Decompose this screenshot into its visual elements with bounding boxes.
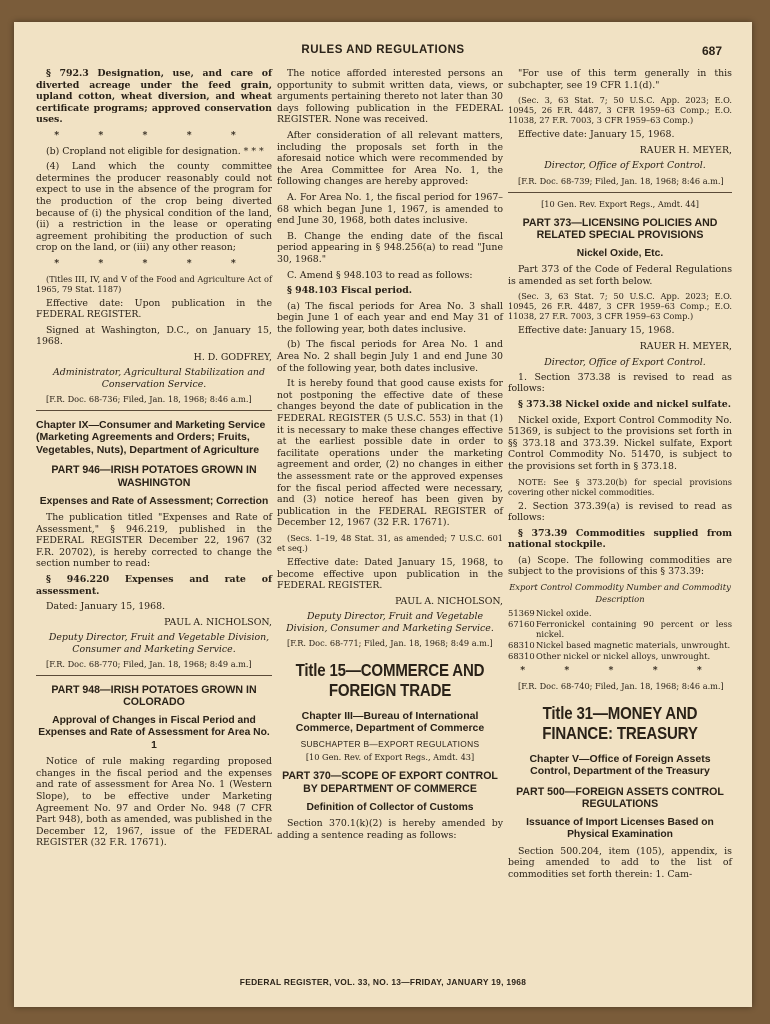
signer-title: Director, Office of Export Control.	[544, 356, 706, 368]
section-946-220: § 946.220 Expenses and rate of assessment.	[36, 573, 272, 597]
signer-name: PAUL A. NICHOLSON,	[395, 595, 503, 607]
expenses-subheading: Expenses and Rate of Assessment; Correction	[39, 495, 269, 507]
authority-citation: (Titles III, IV, and V of the Food and Agriculture Act of 1965, 79 Stat. 1187)	[36, 273, 272, 294]
fr-doc-citation: [F.R. Doc. 68-736; Filed, Jan. 18, 1968; 8:46 a.m.]	[46, 393, 252, 404]
commodity-number: 51369	[508, 608, 535, 619]
divider	[36, 675, 272, 676]
table-row	[508, 651, 732, 662]
part-500-heading: PART 500—FOREIGN ASSETS CONTROL REGULATIONS	[516, 785, 724, 811]
notice-paragraph: Notice of rule making regarding proposed changes in the fiscal period and the expenses and rate of assessment for Area No. 1 (Western Slope), to be effective under Marketing Agreement No. 97 and Order No. 948 (7 CFR Part 948), both as amended, was published in the December 12, 1967, issue of the FEDERAL REGISTER (32 F.R. 17671).	[36, 756, 272, 849]
signer-name: RAUER H. MEYER,	[639, 144, 732, 156]
good-cause-paragraph: It is hereby found that good cause exists for not postponing the effective date of these changes beyond the date of publication in the FEDERAL REGISTER (5 U.S.C. 553) in that (1) it is necessary to make these changes effective at the earliest possible date in order to facilitate operations under the marketing agreement and order, (2) no changes in either the assessment rate or the approved expenses for the fiscal period affected were necessary, and (3) notice hereof has been given by publication in the FEDERAL REGISTER of December 12, 1967 (32 F.R. 17671).	[277, 378, 503, 529]
dated-line: Dated: January 15, 1968.	[46, 601, 166, 613]
ellipsis-dots: * * * * *	[54, 257, 254, 269]
fr-doc-citation: [F.R. Doc. 68-770; Filed, Jan. 18, 1968; 8:49 a.m.]	[46, 658, 252, 669]
paragraph: 1. Section 373.38 is revised to read as follows:	[508, 371, 732, 395]
commodity-description: Ferronickel containing 90 percent or less nickel.	[536, 619, 732, 640]
paragraph: 2. Section 373.39(a) is revised to read as follows:	[508, 500, 732, 524]
commodity-number: 68310	[508, 640, 535, 651]
commodity-description: Nickel oxide.	[536, 608, 592, 619]
approval-subheading: Approval of Changes in Fiscal Period and Expenses and Rate of Assessment for Area No. 1	[38, 714, 270, 751]
issuance-subheading: Issuance of Import Licenses Based on Physical Examination	[526, 817, 714, 841]
effective-date: Effective date: Dated January 15, 1968, to become effective upon publication in the FEDERAL REGISTER.	[277, 556, 503, 592]
paragraph-a: A. For Area No. 1, the fiscal period for 1967–68 which began June 1, 1967, is amended to end June 30, 1968, both dates inclusive.	[277, 191, 503, 227]
note: NOTE: See § 373.20(b) for special provisions covering other nickel commodities.	[508, 476, 732, 497]
section-373-38: § 373.38 Nickel oxide and nickel sulfate.	[518, 398, 732, 410]
effective-date: Effective date: Upon publication in the FEDERAL REGISTER.	[36, 297, 272, 321]
signer-name: PAUL A. NICHOLSON,	[164, 616, 272, 628]
chapter-v-heading: Chapter V—Office of Foreign Assets Control, Department of the Treasury	[529, 752, 711, 778]
table-row	[508, 640, 732, 651]
header-title: RULES AND REGULATIONS	[301, 44, 465, 56]
paragraph-4: (4) Land which the county committee determines the producer reasonably could not expect to use in the absence of the program for the production of the crop being diverted because of (i) the physical condition of the land, (ii) a restriction in the lease or operating agreement prohibiting the production of such crop on the land, or (iii) any other reason;	[36, 161, 272, 254]
section-500-paragraph: Section 500.204, item (105), appendix, is being amended to add to the list of commodities set forth therein: 1. Cam-	[508, 845, 732, 881]
title-31-heading: Title 31—MONEY AND FINANCE: TREASURY	[542, 702, 698, 743]
amendment-ref: [10 Gen. Rev. of Export Regs., Amdt. 43]	[305, 752, 475, 763]
publication-paragraph: The publication titled "Expenses and Rate of Assessment," § 946.219, published in the FEDERAL REGISTER December 22, 1967 (32 F.R. 20702), is hereby corrected to change the section number to read:	[36, 511, 272, 570]
chapter-iii-heading: Chapter III—Bureau of International Commerce, Department of Commerce	[295, 709, 485, 735]
table-row	[508, 608, 732, 619]
column-2	[277, 68, 503, 845]
divider	[508, 192, 732, 193]
section-373-39: § 373.39 Commodities supplied from national stockpile.	[508, 527, 732, 551]
paragraph-c: C. Amend § 948.103 to read as follows:	[287, 269, 473, 281]
document-page	[14, 22, 752, 1007]
part-946-heading: PART 946—IRISH POTATOES GROWN IN WASHINGTON	[51, 464, 257, 489]
part-373-heading: PART 373—LICENSING POLICIES AND RELATED SPECIAL PROVISIONS	[522, 216, 718, 242]
amendment-ref: [10 Gen. Rev. Export Regs., Amdt. 44]	[541, 198, 699, 209]
signer-title: Deputy Director, Fruit and Vegetable Division, Consumer and Marketing Service.	[48, 632, 270, 655]
paragraph: Part 373 of the Code of Federal Regulations is amended as set forth below.	[508, 264, 732, 287]
effective-date: Effective date: January 15, 1968.	[518, 129, 675, 141]
section-948-103: § 948.103 Fiscal period.	[287, 285, 413, 297]
paragraph: After consideration of all relevant matters, including the proposals set forth in the aforesaid notice which were recommended by the Area Committee for Area No. 1, the following changes are hereby approved:	[277, 129, 503, 188]
part-370-heading: PART 370—SCOPE OF EXPORT CONTROL BY DEPARTMENT OF COMMERCE	[282, 770, 498, 795]
commodity-description: Nickel based magnetic materials, unwrought.	[536, 640, 731, 651]
running-header	[14, 44, 752, 60]
nickel-paragraph: Nickel oxide, Export Control Commodity No. 51369, is subject to the provisions set forth in §§ 373.18 and 373.39. Nickel sulfate, Export Control Commodity No. 51470, is subject to the provisions set forth in § 373.18.	[508, 414, 732, 472]
column-1	[36, 68, 272, 853]
part-948-heading: PART 948—IRISH POTATOES GROWN IN COLORADO	[51, 683, 257, 709]
paragraph: The notice afforded interested persons an opportunity to submit written data, views, or arguments pertaining thereto not later than 30 days following publication in the FEDERAL REGISTER. None was received.	[277, 68, 503, 126]
divider	[36, 410, 272, 411]
commodity-number: 67160	[508, 619, 535, 630]
signer-title: Director, Office of Export Control.	[544, 160, 706, 172]
paragraph-b: (b) Cropland not eligible for designation. * * *	[46, 145, 264, 157]
section-792-3-heading: § 792.3 Designation, use, and care of diverted acreage under the feed grain, upland cotton, wheat diversion, and wheat certificate programs; approved conservation uses.	[36, 68, 272, 126]
signer-name: RAUER H. MEYER,	[639, 340, 732, 352]
signed-line: Signed at Washington, D.C., on January 15, 1968.	[36, 324, 272, 348]
paragraph: (a) The fiscal periods for Area No. 3 shall begin June 1 of each year and end May 31 of the following year, both dates inclusive.	[277, 300, 503, 335]
chapter-ix-heading: Chapter IX—Consumer and Marketing Service (Marketing Agreements and Orders; Fruits, Vegetables, Nuts), Department of Agriculture	[36, 418, 266, 456]
signer-name: H. D. GODFREY,	[193, 351, 272, 363]
paragraph: (b) The fiscal periods for Area No. 1 and Area No. 2 shall begin July 1 and end June 30 of the following year, both dates inclusive.	[277, 339, 503, 374]
subchapter-heading: SUBCHAPTER B—EXPORT REGULATIONS	[300, 738, 480, 749]
page-footer: FEDERAL REGISTER, VOL. 33, NO. 13—FRIDAY, JANUARY 19, 1968	[239, 977, 527, 987]
effective-date: Effective date: January 15, 1968.	[518, 325, 675, 337]
ellipsis-dots: * * * * *	[54, 129, 254, 141]
quote-paragraph: "For use of this term generally in this subchapter, see 19 CFR 1.1(d)."	[508, 68, 732, 91]
page-number: 687	[701, 44, 722, 58]
fr-doc-citation: [F.R. Doc. 68-740; Filed, Jan. 18, 1968; 8:46 a.m.]	[518, 680, 724, 691]
table-row	[508, 619, 732, 640]
signer-title: Administrator, Agricultural Stabilization and Conservation Service.	[53, 367, 265, 390]
signer-title: Deputy Director, Fruit and Vegetable Division, Consumer and Marketing Service.	[286, 611, 494, 634]
nickel-subheading: Nickel Oxide, Etc.	[576, 247, 664, 259]
fr-doc-citation: [F.R. Doc. 68-739; Filed, Jan. 18, 1968; 8:46 a.m.]	[518, 175, 724, 186]
table-header: Export Control Commodity Number and Commodity Description	[509, 582, 731, 604]
paragraph-b: B. Change the ending date of the fiscal period appearing in § 948.256(a) to read "June 30, 1968."	[277, 230, 503, 265]
column-3	[508, 68, 732, 885]
definition-subheading: Definition of Collector of Customs	[306, 801, 474, 813]
title-15-heading: Title 15—COMMERCE AND FOREIGN TRADE	[295, 659, 485, 700]
commodity-description: Other nickel or nickel alloys, unwrought.	[536, 651, 711, 662]
scope-paragraph: (a) Scope. The following commodities are subject to the provisions of this § 373.39:	[508, 554, 732, 578]
commodity-number: 68310	[508, 651, 535, 662]
authority-citation: (Sec. 3, 63 Stat. 7; 50 U.S.C. App. 2023; E.O. 10945, 26 F.R. 4487, 3 CFR 1959–63 Comp.; E.O. 11038, 27 F.R. 7003, 3 CFR 1959–63 Comp.)	[508, 291, 732, 322]
commodity-table	[508, 608, 732, 662]
fr-doc-citation: [F.R. Doc. 68-771; Filed, Jan. 18, 1968; 8:49 a.m.]	[287, 637, 493, 648]
authority-citation: (Secs. 1–19, 48 Stat. 31, as amended; 7 U.S.C. 601 et seq.)	[277, 532, 503, 553]
authority-citation: (Sec. 3, 63 Stat. 7; 50 U.S.C. App. 2023; E.O. 10945, 26 F.R. 4487, 3 CFR 1959–63 Comp.; E.O. 11038, 27 F.R. 7003, 3 CFR 1959–63 Comp.)	[508, 95, 732, 126]
section-370-paragraph: Section 370.1(k)(2) is hereby amended by adding a sentence reading as follows:	[277, 817, 503, 841]
ellipsis-dots: * * * * *	[520, 665, 720, 677]
